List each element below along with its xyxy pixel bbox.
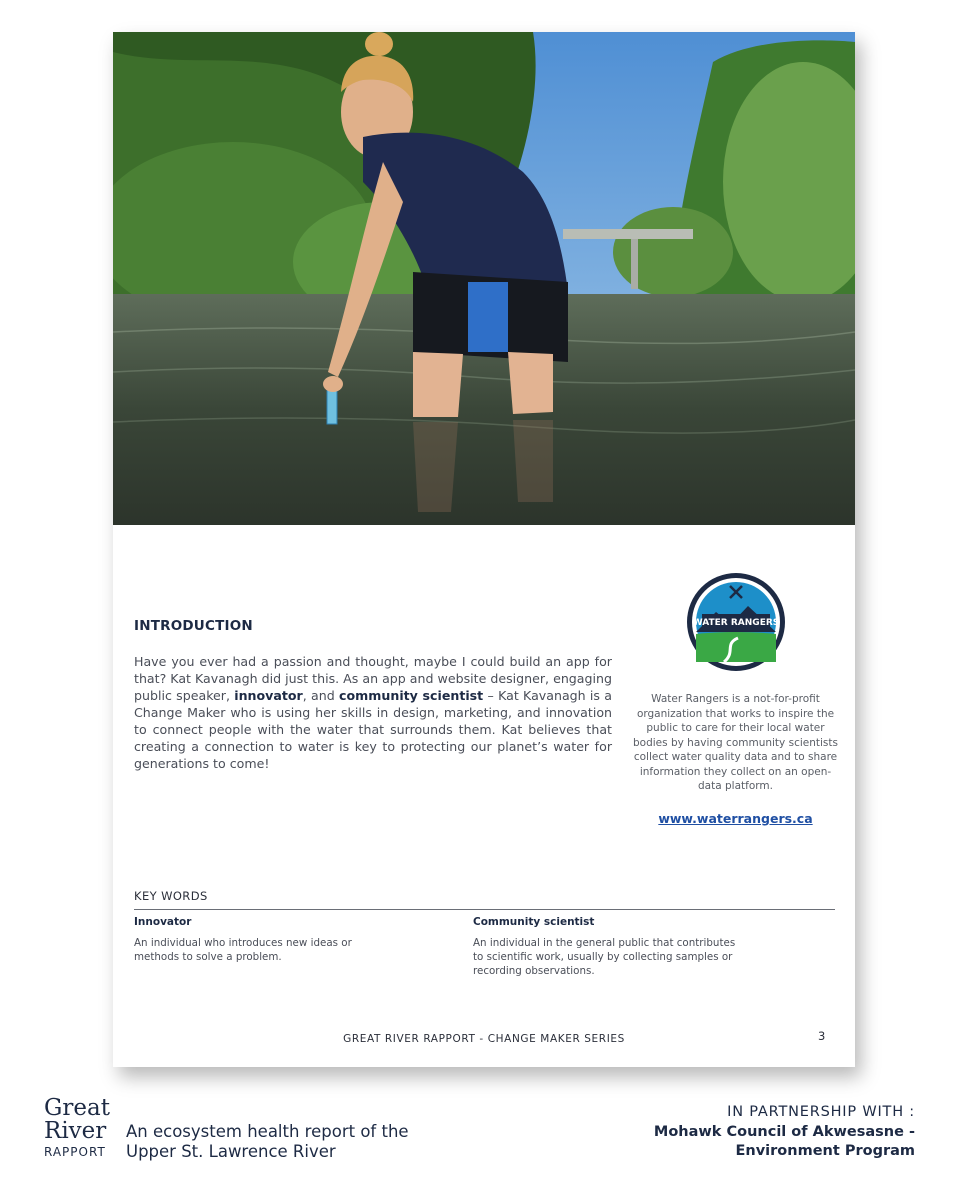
intro-bold-innovator: innovator xyxy=(234,688,303,703)
hero-photo xyxy=(113,32,855,525)
key-word-term: Community scientist xyxy=(473,916,595,928)
key-word-definition: An individual in the general public that contributes to scientific work, usually by collecting samples or recording observations. xyxy=(473,937,736,977)
intro-text-3: – Kat Kavanagh is a Change Maker who is using her skills in design, marketing, and innovation to connect people with the water that surrounds them. Kat believes that creating a connection to water is key to protecting our planet’s water for generations to come! xyxy=(134,688,612,771)
water-rangers-description: Water Rangers is a not-for-profit organization that works to inspire the public to care for their local water bodies by having community scientists collect water quality data and to share information they collect on an open-data platform. xyxy=(633,693,838,792)
series-footer: GREAT RIVER RAPPORT - CHANGE MAKER SERIES xyxy=(343,1033,625,1045)
intro-paragraph xyxy=(134,653,612,772)
report-tagline: An ecosystem health report of the Upper St. Lawrence River xyxy=(126,1122,409,1161)
intro-text-1: Have you ever had a passion and thought, maybe I could build an app for that? Kat Kavanagh did just this. As an app and website designer, engaging public speaker, xyxy=(134,654,612,703)
intro-bold-community-scientist: community scientist xyxy=(339,688,484,703)
partner-organization: Mohawk Council of Akwesasne - Environment Program xyxy=(653,1123,915,1159)
photo-illustration xyxy=(113,32,855,525)
logo-wordmark: WATER RANGERS xyxy=(692,618,780,628)
brand-line-1: Great xyxy=(44,1095,110,1121)
report-page xyxy=(113,32,855,1067)
water-rangers-link[interactable]: www.waterrangers.ca xyxy=(658,811,813,826)
key-word-community-scientist xyxy=(473,916,743,978)
partnership-block xyxy=(595,1103,915,1162)
page-number: 3 xyxy=(818,1029,826,1043)
great-river-rapport-logo xyxy=(44,1097,114,1159)
key-words-divider xyxy=(134,909,835,910)
intro-text-2: , and xyxy=(302,688,340,703)
water-rangers-logo xyxy=(686,572,786,672)
key-words-title: KEY WORDS xyxy=(134,889,208,903)
brand-line-2: River xyxy=(44,1118,107,1144)
intro-heading: INTRODUCTION xyxy=(134,618,253,634)
key-word-innovator xyxy=(134,916,404,964)
key-word-term: Innovator xyxy=(134,916,192,928)
brand-line-3: RAPPORT xyxy=(44,1145,106,1159)
key-word-definition: An individual who introduces new ideas or methods to solve a problem. xyxy=(134,937,352,963)
partnership-label: IN PARTNERSHIP WITH : xyxy=(727,1104,915,1120)
